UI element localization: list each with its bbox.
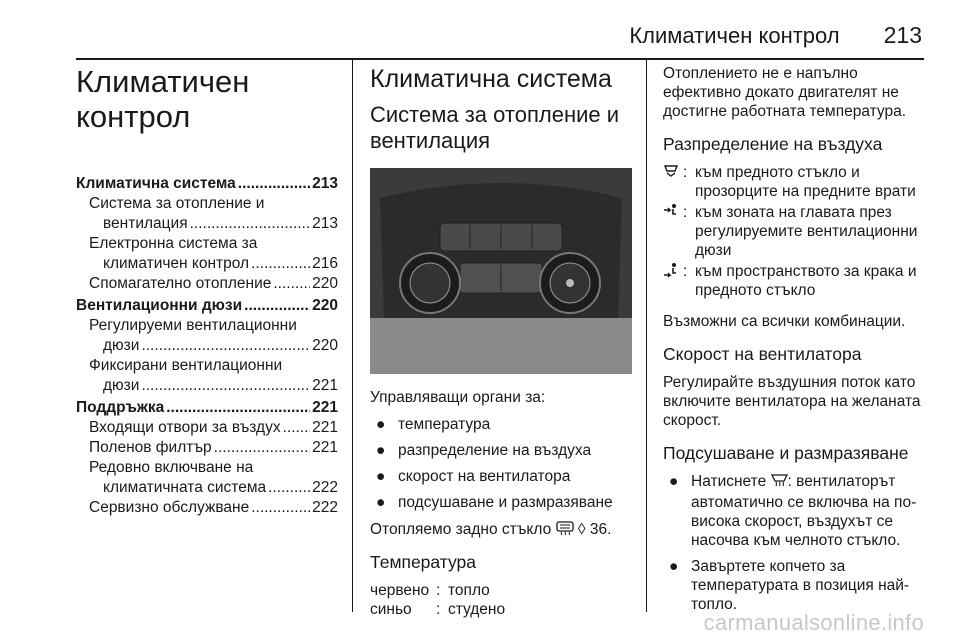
controls-list	[370, 415, 632, 512]
page-number: 213	[883, 22, 922, 48]
toc-entry-page: 220	[312, 337, 338, 354]
table-of-contents	[76, 174, 338, 518]
toc-entry-text[interactable]: Регулируеми вентилационни	[89, 317, 297, 334]
rear-window-note	[370, 520, 632, 541]
section-heading: Климатична система	[370, 65, 612, 93]
toc-entry-page: 221	[312, 439, 338, 456]
climate-system-column	[370, 64, 632, 619]
list-item: ● Завъртете копчето за температурата в позиция най-топло.	[663, 557, 925, 614]
toc-entry[interactable]	[76, 376, 338, 396]
toc-entry[interactable]	[76, 418, 338, 438]
windscreen-air-icon	[663, 163, 683, 201]
list-item: : към предното стъкло и прозорците на предните врати	[663, 163, 925, 201]
list-item-text: към зоната на главата през регулируемите вентилационни дюзи	[695, 204, 918, 259]
toc-entry-page: 213	[312, 175, 338, 192]
heating-note: Отоплението не е напълно ефективно докато двигателят не достигне работната температура.	[663, 65, 907, 120]
column-divider-1	[352, 60, 353, 612]
head-air-icon	[663, 203, 683, 260]
chapter-title	[76, 64, 338, 134]
toc-entry-text: климатичен контрол	[103, 255, 250, 272]
toc-column	[76, 64, 338, 518]
defrost-text: : вентилаторът автоматично се включва на по-висока скорост, въздухът се насочва към челното стъкло.	[691, 473, 917, 549]
list-item: ● температура	[376, 416, 491, 433]
list-item: : към пространството за крака и предното стъкло	[663, 262, 925, 300]
list-item-text: към предното стъкло и прозорците на предните врати	[695, 164, 916, 200]
legend-key: синьо	[370, 601, 412, 618]
fan-speed-text: Регулирайте въздушния поток като включите вентилатора на желаната скорост.	[663, 374, 921, 429]
toc-entry-text: Спомагателно отопление	[89, 275, 272, 292]
toc-entry-page: 221	[312, 377, 338, 394]
toc-entry[interactable]	[76, 438, 338, 458]
air-distribution-heading: Разпределение на въздуха	[663, 134, 883, 154]
toc-entry-page: 222	[312, 499, 338, 516]
page-reference[interactable]: 36.	[589, 521, 612, 538]
combinations-note: Възможни са всички комбинации.	[663, 313, 906, 330]
foot-air-icon	[663, 262, 683, 300]
toc-entry-text[interactable]: Система за отопление и	[89, 195, 265, 212]
toc-entry[interactable]	[76, 336, 338, 356]
subsection-heading-line1: Система за отопление и	[370, 102, 620, 127]
toc-entry[interactable]	[76, 296, 338, 316]
toc-entry-text[interactable]: Фиксирани вентилационни	[89, 357, 283, 374]
list-item-text: Завъртете копчето за температурата в позиция най-топло.	[691, 558, 910, 613]
toc-entry-text: Сервизно обслужване	[89, 499, 250, 516]
defrost-list	[663, 472, 925, 614]
distribution-column	[663, 64, 925, 622]
chapter-title-line1: Климатичен	[76, 64, 250, 99]
controls-intro: Управляващи органи за:	[370, 389, 546, 406]
list-item: ● подсушаване и размразяване	[376, 494, 613, 511]
list-item: : към зоната на главата през регулируемите вентилационни дюзи	[663, 203, 925, 260]
toc-entry[interactable]	[76, 254, 338, 274]
toc-entry-text[interactable]: Електронна система за	[89, 235, 258, 252]
press-text: Натиснете	[691, 473, 767, 490]
column-divider-2	[646, 60, 647, 612]
subsection-heading	[370, 102, 632, 154]
chapter-title-line2: контрол	[76, 99, 191, 134]
page-header	[629, 22, 922, 54]
list-item: ● скорост на вентилатора	[376, 468, 571, 485]
toc-entry-page: 221	[312, 419, 338, 436]
reference-arrow-icon: ◊	[577, 521, 586, 538]
toc-entry-text: Поленов филтър	[89, 439, 212, 456]
rear-window-text: Отопляемо задно стъкло	[370, 521, 552, 538]
toc-entry-text: Климатична система	[76, 175, 236, 192]
toc-entry[interactable]	[76, 174, 338, 194]
subsection-heading-line2: вентилация	[370, 128, 491, 153]
toc-entry-text: вентилация	[103, 215, 188, 232]
list-item-text: подсушаване и размразяване	[398, 494, 613, 511]
legend-value: топло	[448, 582, 490, 599]
toc-entry-text[interactable]: Редовно включване на	[89, 459, 254, 476]
list-item: ● разпределение на въздуха	[376, 442, 592, 459]
air-distribution-list	[663, 163, 925, 300]
toc-entry-text: дюзи	[103, 337, 140, 354]
legend-row: червено : топло	[370, 582, 490, 599]
toc-entry[interactable]	[76, 478, 338, 498]
temperature-heading: Температура	[370, 552, 476, 572]
climate-control-panel-photo	[370, 168, 632, 374]
legend-row: синьо : студено	[370, 601, 506, 618]
control-panel-illustration	[370, 168, 632, 374]
toc-entry-text: дюзи	[103, 377, 140, 394]
list-item-text: към пространството за крака и предното стъкло	[695, 263, 917, 299]
rear-window-heating-icon	[556, 521, 574, 541]
toc-entry-page: 222	[312, 479, 338, 496]
toc-entry-page: 221	[312, 399, 338, 416]
toc-entry-text: климатичната система	[103, 479, 267, 496]
list-item: ● Натиснете : вентилаторът автоматично се включва на по-висока скорост, въздухът се насочва към челното стъкло.	[663, 472, 925, 550]
toc-entry-page: 220	[312, 297, 338, 314]
toc-entry-page: 220	[312, 275, 338, 292]
toc-entry[interactable]	[76, 498, 338, 518]
toc-entry-text: Входящи отвори за въздух	[89, 419, 281, 436]
defrost-heading: Подсушаване и размразяване	[663, 443, 909, 463]
list-item-text: разпределение на въздуха	[398, 442, 592, 459]
toc-entry[interactable]	[76, 398, 338, 418]
toc-entry-page: 213	[312, 215, 338, 232]
legend-value: студено	[448, 601, 506, 618]
header-rule	[76, 58, 924, 60]
toc-entry[interactable]	[76, 274, 338, 294]
toc-entry[interactable]	[76, 214, 338, 234]
header-title: Климатичен контрол	[629, 23, 840, 48]
defrost-icon	[771, 473, 788, 493]
list-item-text: скорост на вентилатора	[398, 468, 571, 485]
list-item-text	[691, 472, 925, 550]
fan-speed-heading: Скорост на вентилатора	[663, 344, 862, 364]
toc-entry-page: 216	[312, 255, 338, 272]
legend-key: червено	[370, 582, 430, 599]
temperature-legend	[370, 581, 632, 619]
watermark: carmanualsonline.info	[703, 610, 924, 635]
toc-entry-text: Поддръжка	[76, 399, 165, 416]
list-item-text: температура	[398, 416, 491, 433]
toc-entry-text: Вентилационни дюзи	[76, 297, 243, 314]
